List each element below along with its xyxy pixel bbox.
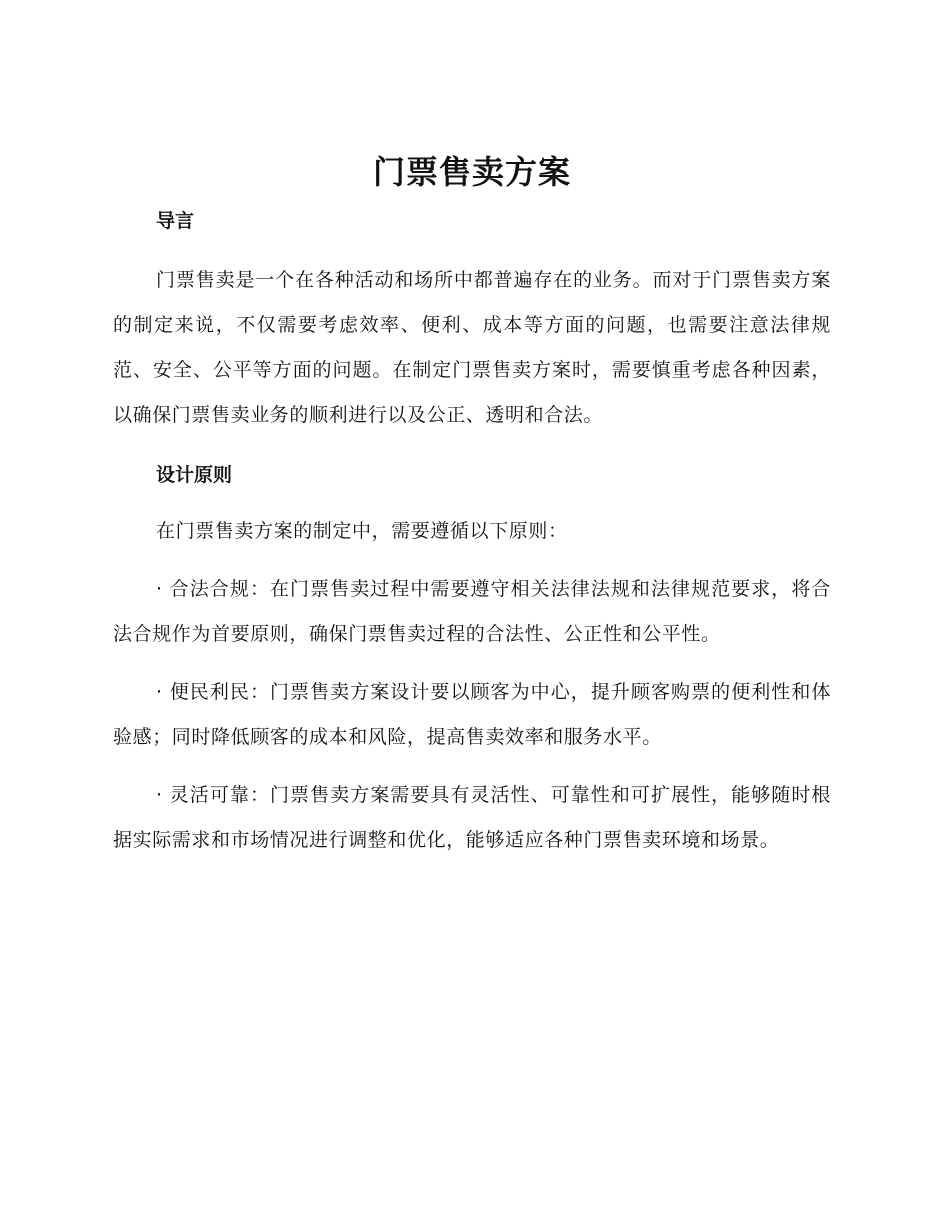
document-title: 门票售卖方案 xyxy=(372,153,571,191)
bullet-item-flexible-reliable: · 灵活可靠：门票售卖方案需要具有灵活性、可靠性和可扩展性，能够随时根据实际需求和市场情况进行调整和优化，能够适应各种门票售卖环境和场景。 xyxy=(113,784,831,851)
section-heading-design-principles: 设计原则 xyxy=(156,464,233,486)
section-heading-intro: 导言 xyxy=(156,210,195,232)
bullet-item-customer-convenience: · 便民利民：门票售卖方案设计要以顾客为中心，提升顾客购票的便利性和体验感；同时降低顾客的成本和风险，提高售卖效率和服务水平。 xyxy=(113,681,831,748)
design-principles-lead: 在门票售卖方案的制定中，需要遵循以下原则： xyxy=(156,520,568,542)
bullet-item-legal-compliance: · 合法合规：在门票售卖过程中需要遵守相关法律法规和法律规范要求，将合法合规作为首要原则，确保门票售卖过程的合法性、公正性和公平性。 xyxy=(113,578,831,645)
intro-paragraph: 门票售卖是一个在各种活动和场所中都普遍存在的业务。而对于门票售卖方案的制定来说，不仅需要考虑效率、便利、成本等方面的问题，也需要注意法律规范、安全、公平等方面的问题。在制定门票售卖方案时，需要慎重考虑各种因素，以确保门票售卖业务的顺利进行以及公正、透明和合法。 xyxy=(113,269,831,426)
document-page xyxy=(113,148,831,863)
